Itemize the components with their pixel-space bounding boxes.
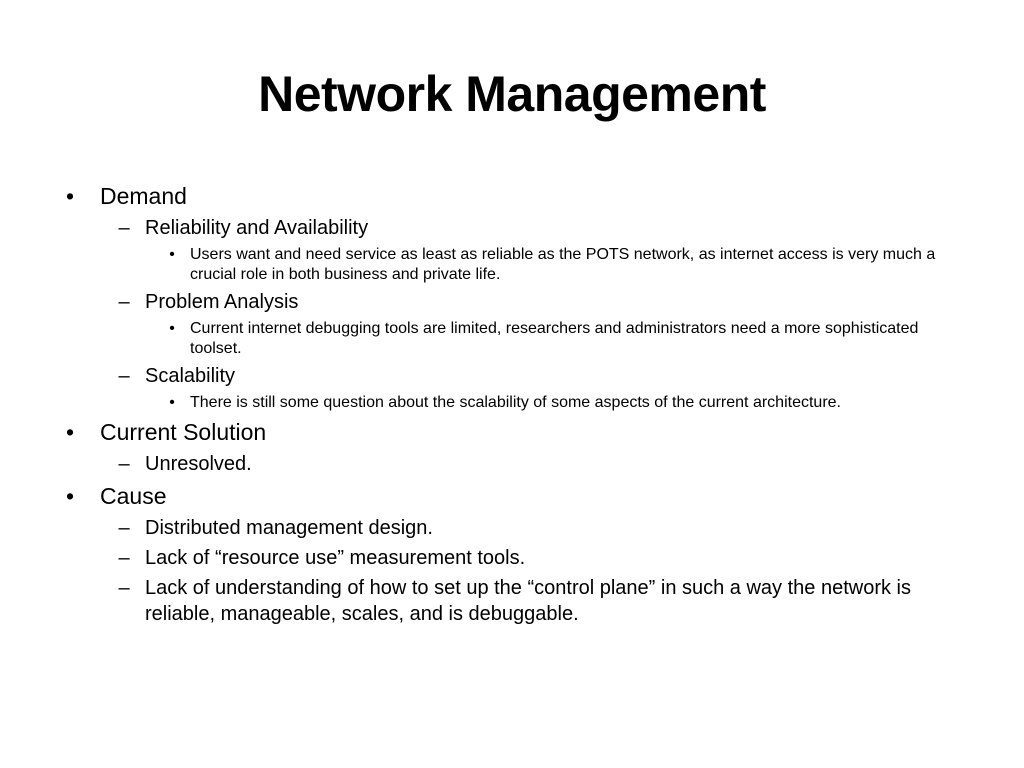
detail-text: There is still some question about the scalability of some aspects of the current architecture. bbox=[190, 394, 841, 411]
dash-icon: – bbox=[118, 453, 130, 475]
bullet-icon: • bbox=[65, 419, 75, 445]
bullet-label: Demand bbox=[100, 183, 187, 209]
dash-icon: – bbox=[118, 517, 130, 539]
detail-scalability bbox=[60, 393, 960, 413]
sub-bullet-label: Reliability and Availability bbox=[145, 217, 369, 239]
detail-problem-analysis bbox=[60, 319, 960, 359]
detail-reliability bbox=[60, 245, 960, 285]
detail-text: Current internet debugging tools are limited, researchers and administrators need a more sophisticated toolset. bbox=[190, 320, 919, 357]
dash-icon: – bbox=[118, 365, 130, 387]
sub-bullet-resource-use bbox=[60, 545, 960, 571]
dash-icon: – bbox=[118, 291, 130, 313]
sub-bullet-distributed-management bbox=[60, 515, 960, 541]
sub-bullet-control-plane bbox=[60, 575, 960, 627]
bullet-label: Current Solution bbox=[100, 419, 267, 445]
bullet-icon: • bbox=[169, 320, 175, 337]
detail-text: Users want and need service as least as reliable as the POTS network, as internet access is very much a crucial role in both business and private life. bbox=[190, 246, 936, 283]
bullet-current-solution bbox=[60, 417, 960, 447]
dash-icon: – bbox=[118, 547, 130, 569]
sub-bullet-label: Unresolved. bbox=[145, 453, 252, 475]
sub-bullet-problem-analysis bbox=[60, 289, 960, 315]
sub-bullet-scalability bbox=[60, 363, 960, 389]
sub-bullet-label: Lack of understanding of how to set up the “control plane” in such a way the network is reliable, manageable, scales, and is debuggable. bbox=[145, 577, 911, 625]
bullet-demand bbox=[60, 181, 960, 211]
sub-bullet-label: Lack of “resource use” measurement tools. bbox=[145, 547, 526, 569]
bullet-icon: • bbox=[169, 246, 175, 263]
sub-bullet-label: Problem Analysis bbox=[145, 291, 299, 313]
bullet-icon: • bbox=[65, 483, 75, 509]
bullet-label: Cause bbox=[100, 483, 167, 509]
dash-icon: – bbox=[118, 217, 130, 239]
dash-icon: – bbox=[118, 577, 130, 599]
bullet-icon: • bbox=[169, 394, 175, 411]
bullet-icon: • bbox=[65, 183, 75, 209]
sub-bullet-label: Distributed management design. bbox=[145, 517, 433, 539]
sub-bullet-reliability bbox=[60, 215, 960, 241]
slide-body bbox=[60, 181, 960, 627]
bullet-cause bbox=[60, 481, 960, 511]
sub-bullet-label: Scalability bbox=[145, 365, 236, 387]
sub-bullet-unresolved bbox=[60, 451, 960, 477]
slide-title: Network Management bbox=[258, 66, 766, 122]
